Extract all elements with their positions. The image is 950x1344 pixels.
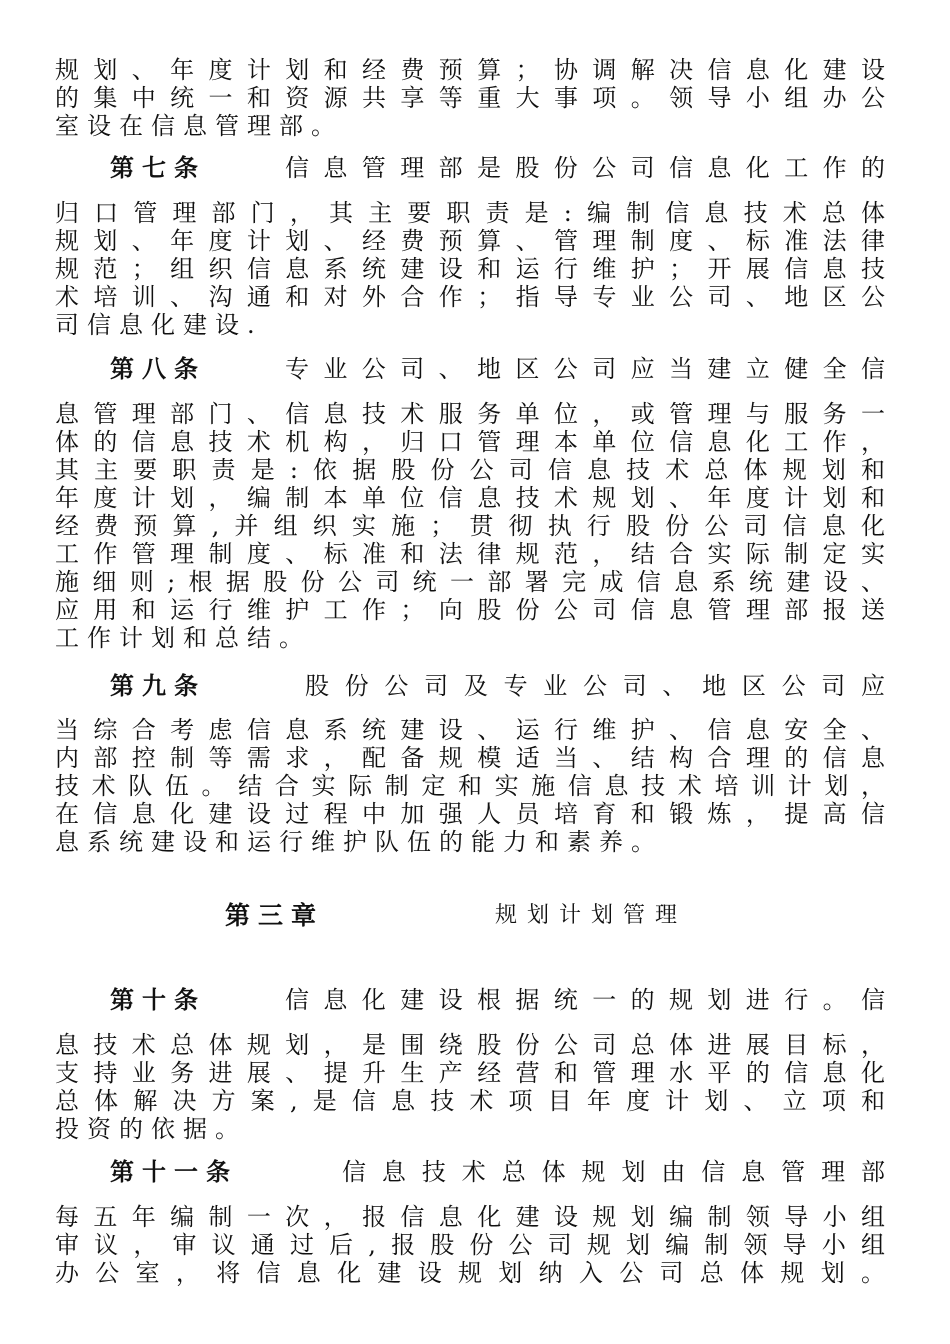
text-line: 支持业务进展、提升生产经营和管理水平的信息化 — [55, 1059, 885, 1087]
text-line: 经费预算,并组织实施；贯彻执行股份公司信息化 — [55, 512, 885, 540]
text-line: 工作计划和总结。 — [55, 624, 311, 652]
text-line: 审议，审议通过后,报股份公司规划编制领导小组 — [55, 1231, 885, 1259]
text-line: 应用和运行维护工作；向股份公司信息管理部报送 — [55, 596, 885, 624]
article-7-heading — [110, 153, 885, 183]
article-8-first-line: 专业公司、地区公司应当建立健全信 — [285, 355, 885, 383]
text-line: 办公室，将信息化建设规划纳入公司总体规划。 — [55, 1259, 885, 1287]
text-line: 内部控制等需求，配备规模适当、结构合理的信息 — [55, 744, 885, 772]
article-7-first-line: 信息管理部是股份公司信息化工作的 — [285, 154, 885, 182]
article-11-label: 第十一条 — [110, 1158, 238, 1186]
text-line: 室设在信息管理部。 — [55, 112, 343, 140]
article-10-heading — [110, 985, 885, 1015]
article-10-label: 第十条 — [110, 986, 206, 1014]
text-line: 归口管理部门，其主要职责是:编制信息技术总体 — [55, 199, 885, 227]
text-line: 总体解决方案,是信息技术项目年度计划、立项和 — [55, 1087, 885, 1115]
chapter-label: 第三章 — [225, 901, 325, 930]
chapter-title: 规划计划管理 — [495, 903, 688, 928]
text-line: 规范；组织信息系统建设和运行维护；开展信息技 — [55, 255, 885, 283]
text-line: 投资的依据。 — [55, 1115, 247, 1143]
text-line: 年度计划，编制本单位信息技术规划、年度计划和 — [55, 484, 885, 512]
text-line: 司信息化建设. — [55, 311, 263, 339]
text-line: 施细则;根据股份公司统一部署完成信息系统建设、 — [55, 568, 885, 596]
text-line: 体的信息技术机构，归口管理本单位信息化工作， — [55, 428, 885, 456]
article-8-label: 第八条 — [110, 355, 206, 383]
text-line: 息管理部门、信息技术服务单位，或管理与服务一 — [55, 400, 885, 428]
text-line: 技术队伍。结合实际制定和实施信息技术培训计划， — [55, 772, 885, 800]
article-7-label: 第七条 — [110, 154, 206, 182]
article-11-first-line: 信息技术总体规划由信息管理部 — [342, 1158, 885, 1186]
text-line: 术培训、沟通和对外合作；指导专业公司、地区公 — [55, 283, 885, 311]
text-line: 息系统建设和运行维护队伍的能力和素养。 — [55, 828, 663, 856]
text-line: 息技术总体规划，是围绕股份公司总体进展目标， — [55, 1031, 885, 1059]
article-9-label: 第九条 — [110, 672, 206, 700]
article-9-heading — [110, 671, 885, 701]
text-line: 其主要职责是:依据股份公司信息技术总体规划和 — [55, 456, 885, 484]
text-line: 规划、年度计划和经费预算；协调解决信息化建设 — [55, 56, 885, 84]
text-line: 规划、年度计划、经费预算、管理制度、标准法律 — [55, 227, 885, 255]
article-9-first-line: 股份公司及专业公司、地区公司应 — [305, 672, 885, 700]
text-line: 在信息化建设过程中加强人员培育和锻炼，提高信 — [55, 800, 885, 828]
text-line: 的集中统一和资源共享等重大事项。领导小组办公 — [55, 84, 885, 112]
text-line: 当综合考虑信息系统建设、运行维护、信息安全、 — [55, 716, 885, 744]
article-11-heading — [110, 1157, 885, 1187]
article-10-first-line: 信息化建设根据统一的规划进行。信 — [285, 986, 885, 1014]
text-line: 每五年编制一次，报信息化建设规划编制领导小组 — [55, 1203, 885, 1231]
text-line: 工作管理制度、标准和法律规范，结合实际制定实 — [55, 540, 885, 568]
article-8-heading — [110, 354, 885, 384]
